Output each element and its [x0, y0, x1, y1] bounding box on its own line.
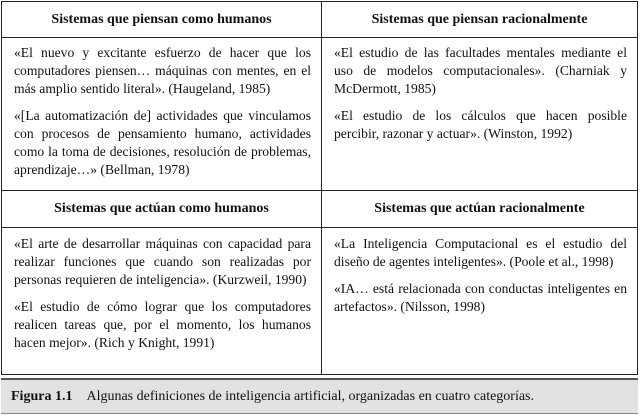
cell-body [14, 235, 311, 361]
figure-caption-text: Algunas definiciones de inteligencia artificial, organizadas en cuatro categorías. [86, 388, 535, 404]
quote: «El estudio de los cálculos que hacen posible percibir, razonar y actuar». (Winston, 1992) [334, 108, 627, 141]
quote: «La Inteligencia Computacional es el estudio del diseño de agentes inteligentes». (Poole et al., 1998) [334, 236, 627, 269]
quote: «El estudio de cómo lograr que los computadores realicen tareas que, por el momento, los humanos hacen mejor». (Rich y Knight, 1991) [14, 299, 311, 350]
quote: «IA… está relacionada con conductas inteligentes en artefactos». (Nilsson, 1998) [334, 281, 627, 314]
cell-act-rationally [322, 191, 637, 374]
quote: «El arte de desarrollar máquinas con capacidad para realizar funciones que cuando son realizadas por personas requieren de inteligencia». (Kurzweil, 1990) [14, 236, 311, 287]
figure-caption [1, 378, 638, 414]
cell-heading: Sistemas que piensan racionalmente [371, 11, 588, 27]
quote: «El nuevo y excitante esfuerzo de hacer que los computadores piensen… máquinas con mentes, en el más amplio sentido literal». (Haugeland, 1985) [14, 45, 311, 96]
cell-think-humanly [2, 2, 321, 190]
cell-heading: Sistemas que actúan racionalmente [374, 201, 585, 216]
definitions-table [1, 1, 638, 375]
quote: «El estudio de las facultades mentales mediante el uso de modelos computacionales». (Charniak y McDermott, 1985) [334, 45, 627, 96]
cell-act-humanly [2, 191, 321, 374]
quote: «[La automatización de] actividades que vinculamos con procesos de pensamiento humano, actividades como la toma de decisiones, resolución de problemas, aprendizaje…» (Bellman, 1978) [14, 108, 311, 177]
cell-heading: Sistemas que piensan como humanos [51, 11, 272, 27]
cell-heading: Sistemas que actúan como humanos [54, 201, 269, 216]
figure-label: Figura 1.1 [11, 388, 73, 404]
cell-body [334, 235, 627, 325]
cell-body [14, 44, 311, 188]
cell-body [334, 44, 627, 152]
cell-think-rationally [322, 2, 637, 190]
